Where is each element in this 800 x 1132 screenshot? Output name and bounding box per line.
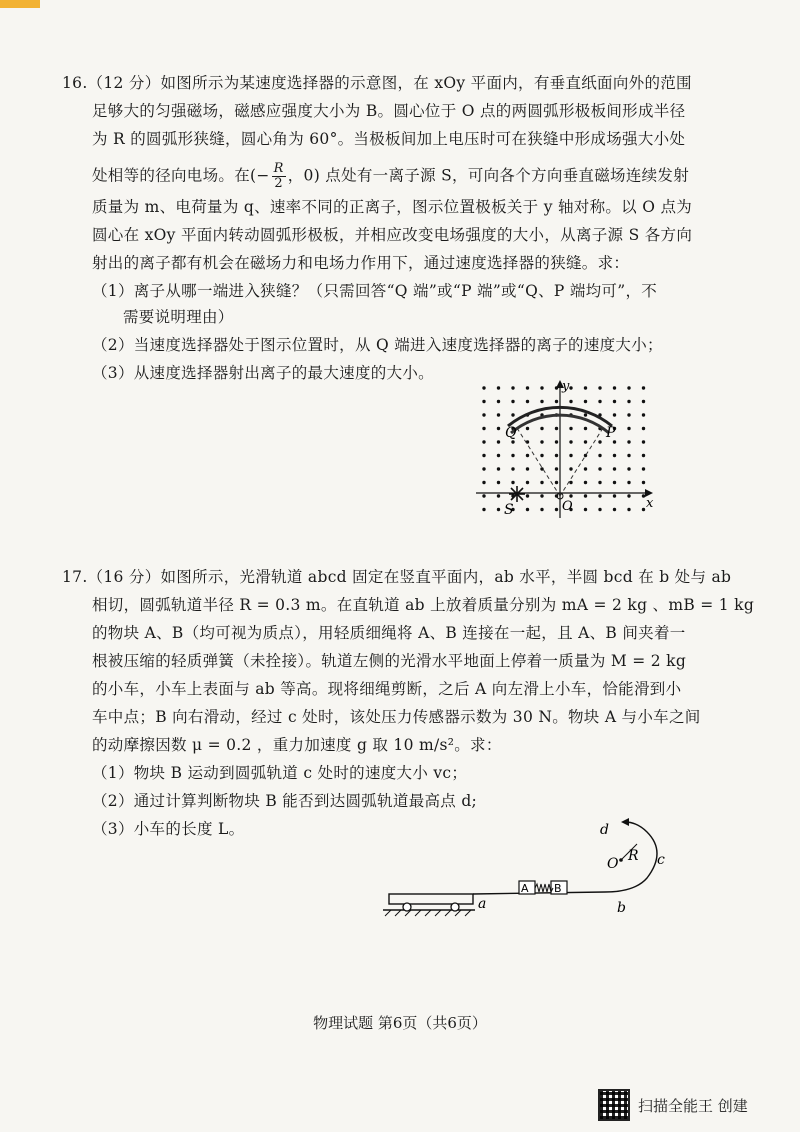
field-dot xyxy=(627,508,630,511)
field-dot xyxy=(511,454,514,457)
field-dot xyxy=(540,386,543,389)
field-dot xyxy=(482,400,485,403)
field-dot xyxy=(497,508,500,511)
field-dot xyxy=(569,494,572,497)
field-dot xyxy=(613,400,616,403)
field-dot xyxy=(497,454,500,457)
field-dot xyxy=(482,481,485,484)
field-dot xyxy=(526,494,529,497)
q16-line-6: 圆心在 xOy 平面内转动圆弧形极板，并相应改变电场强度的大小，从离子源 S 各方向 xyxy=(92,226,693,244)
field-dot xyxy=(584,467,587,470)
field-dot xyxy=(497,481,500,484)
dashed-radius-left xyxy=(517,428,560,496)
field-dot xyxy=(540,481,543,484)
field-dot xyxy=(497,467,500,470)
q17-sub-1: （1）物块 B 运动到圆弧轨道 c 处时的速度大小 vc； xyxy=(92,764,468,782)
field-dot xyxy=(482,440,485,443)
cart-body xyxy=(389,894,473,904)
page-footer: 物理试题 第6页（共6页） xyxy=(313,1014,487,1032)
scanner-badge xyxy=(598,1088,748,1122)
q17-line-1: 17.（16 分）如图所示，光滑轨道 abcd 固定在竖直平面内，ab 水平，半圆 bcd 在 b 处与 ab xyxy=(62,568,732,586)
field-dot xyxy=(627,467,630,470)
q17-line-6: 车中点；B 向右滑动，经过 c 处时，该处压力传感器示数为 30 N。物块 A 与小车之间 xyxy=(92,708,701,726)
field-dot xyxy=(540,427,543,430)
field-dot xyxy=(584,413,587,416)
field-dot xyxy=(511,467,514,470)
q16-line-3: 为 R 的圆弧形狭缝，圆心角为 60°。当极板间加上电压时可在狭缝中形成场强大小处 xyxy=(92,130,686,148)
label-P: P xyxy=(606,425,616,441)
q17-line-3: 的物块 A、B（均可视为质点），用轻质细绳将 A、B 连接在一起，且 A、B 间夹着一 xyxy=(92,624,686,642)
field-dot xyxy=(584,494,587,497)
field-dot xyxy=(627,494,630,497)
spring-icon xyxy=(535,884,553,892)
field-dot xyxy=(584,400,587,403)
q16-line-7: 射出的离子都有机会在磁场力和电场力作用下，通过速度选择器的狭缝。求： xyxy=(92,254,630,272)
field-dot xyxy=(555,400,558,403)
field-dot xyxy=(526,386,529,389)
field-dot xyxy=(526,467,529,470)
field-dot xyxy=(540,454,543,457)
field-dot xyxy=(482,508,485,511)
field-dot xyxy=(497,494,500,497)
cart-wheel-right xyxy=(451,903,459,911)
field-dot xyxy=(497,400,500,403)
field-dot xyxy=(511,400,514,403)
source-star-icon xyxy=(509,486,525,502)
field-dot xyxy=(540,508,543,511)
field-dot xyxy=(584,427,587,430)
label-Q: Q xyxy=(505,425,517,441)
label-y: y xyxy=(562,379,570,394)
field-dot xyxy=(642,494,645,497)
q17-line-5: 的小车，小车上表面与 ab 等高。现将细绳剪断，之后 A 向左滑上小车，恰能滑到小 xyxy=(92,680,682,698)
field-dot xyxy=(642,467,645,470)
q16-line-5: 质量为 m、电荷量为 q、速率不同的正离子，图示位置极板关于 y 轴对称。以 O 点为 xyxy=(92,198,693,216)
label-R: R xyxy=(628,848,639,864)
field-dot xyxy=(497,427,500,430)
label-A: A xyxy=(521,882,529,895)
field-dot xyxy=(642,454,645,457)
field-dot xyxy=(598,494,601,497)
field-dot xyxy=(627,400,630,403)
label-c: c xyxy=(657,852,665,868)
field-dot xyxy=(613,467,616,470)
track-end-icon xyxy=(621,818,629,826)
label-O: O xyxy=(562,499,573,514)
field-dot xyxy=(627,427,630,430)
label-x: x xyxy=(646,496,654,511)
field-dot xyxy=(613,413,616,416)
fraction-den: 2 xyxy=(274,176,283,191)
field-dot xyxy=(642,386,645,389)
field-dot xyxy=(569,400,572,403)
field-dot xyxy=(540,494,543,497)
field-dot xyxy=(569,427,572,430)
field-dot xyxy=(555,427,558,430)
label-b: b xyxy=(617,900,626,916)
field-dot xyxy=(627,413,630,416)
field-dot xyxy=(497,413,500,416)
field-dot xyxy=(613,508,616,511)
label-B: B xyxy=(554,882,562,895)
field-dot xyxy=(584,481,587,484)
field-dot xyxy=(540,440,543,443)
field-dot xyxy=(526,508,529,511)
fraction xyxy=(272,162,286,191)
track-figure xyxy=(375,812,675,927)
q16-sub-2: （2）当速度选择器处于图示位置时，从 Q 端进入速度选择器的离子的速度大小； xyxy=(92,336,663,354)
field-dot xyxy=(482,494,485,497)
fraction-num: R xyxy=(273,161,284,176)
label-S: S xyxy=(504,502,514,518)
velocity-selector-figure xyxy=(470,378,660,528)
q16-line-2: 足够大的匀强磁场，磁感应强度大小为 B。圆心位于 O 点的两圆弧形极板间形成半径 xyxy=(92,102,686,120)
field-dot xyxy=(569,440,572,443)
field-dot xyxy=(584,440,587,443)
field-dot xyxy=(555,467,558,470)
field-dot xyxy=(642,508,645,511)
field-dot xyxy=(598,481,601,484)
corner-tab xyxy=(0,0,40,8)
q17-line-7: 的动摩擦因数 μ = 0.2 ，重力加速度 g 取 10 m/s²。求： xyxy=(92,736,502,754)
label-a: a xyxy=(478,896,487,912)
field-dot xyxy=(627,454,630,457)
field-dot xyxy=(627,481,630,484)
q16-line-4b: ，0) 点处有一离子源 S，可向各个方向垂直磁场连续发射 xyxy=(287,166,690,185)
field-dot xyxy=(497,386,500,389)
ground-hatch xyxy=(385,910,471,916)
field-dot xyxy=(569,454,572,457)
field-dot xyxy=(482,386,485,389)
field-dot xyxy=(482,467,485,470)
field-dot xyxy=(613,481,616,484)
field-dot xyxy=(569,481,572,484)
field-dot xyxy=(482,454,485,457)
field-dot xyxy=(482,427,485,430)
field-dot xyxy=(555,508,558,511)
field-dot xyxy=(642,400,645,403)
field-dot xyxy=(642,440,645,443)
field-dot xyxy=(511,481,514,484)
field-dot xyxy=(613,494,616,497)
field-dot xyxy=(642,481,645,484)
field-dot xyxy=(482,413,485,416)
q16-line-1: 16.（12 分）如图所示为某速度选择器的示意图，在 xOy 平面内，有垂直纸面向外的范围 xyxy=(62,74,692,92)
field-dot xyxy=(555,454,558,457)
q17-sub-3: （3）小车的长度 L。 xyxy=(92,820,245,838)
field-dot xyxy=(613,386,616,389)
scanner-label: 扫描全能王 创建 xyxy=(638,1096,748,1115)
field-dot xyxy=(642,413,645,416)
field-dot xyxy=(613,454,616,457)
field-dot xyxy=(598,467,601,470)
field-dot xyxy=(584,508,587,511)
field-dot xyxy=(642,427,645,430)
dashed-radius-right xyxy=(560,428,603,496)
label-O: O xyxy=(607,856,619,872)
field-dot xyxy=(598,454,601,457)
q17-sub-2: （2）通过计算判断物块 B 能否到达圆弧轨道最高点 d; xyxy=(92,792,478,810)
field-dot xyxy=(569,386,572,389)
field-dot xyxy=(526,481,529,484)
field-dot xyxy=(511,386,514,389)
field-dot xyxy=(555,481,558,484)
field-dot xyxy=(526,400,529,403)
field-dot xyxy=(497,440,500,443)
field-dot xyxy=(598,440,601,443)
field-dot xyxy=(526,454,529,457)
field-dot xyxy=(627,440,630,443)
q16-sub-3: （3）从速度选择器射出离子的最大速度的大小。 xyxy=(92,364,434,382)
label-d: d xyxy=(600,822,609,838)
field-dot xyxy=(598,508,601,511)
field-dot xyxy=(526,427,529,430)
q17-line-4: 根被压缩的轻质弹簧（未拴接）。轨道左侧的光滑水平地面上停着一质量为 M = 2 kg xyxy=(92,652,687,670)
field-dot xyxy=(627,386,630,389)
q16-line-4 xyxy=(92,162,689,191)
q16-line-4a: 处相等的径向电场。在(− xyxy=(92,166,270,185)
q16-sub-1a: （1）离子从哪一端进入狭缝？（只需回答“Q 端”或“P 端”或“Q、P 端均可”，不 xyxy=(92,282,658,300)
field-dot xyxy=(598,400,601,403)
q17-line-2: 相切，圆弧轨道半径 R = 0.3 m。在直轨道 ab 上放着质量分别为 mA = 2 kg 、mB = 1 kg xyxy=(92,596,755,614)
field-dot xyxy=(511,413,514,416)
field-dot xyxy=(584,386,587,389)
field-dot xyxy=(540,400,543,403)
field-dot xyxy=(555,440,558,443)
field-dot xyxy=(569,467,572,470)
qr-code-icon xyxy=(598,1089,630,1121)
cart-wheel-left xyxy=(403,903,411,911)
field-dot xyxy=(598,386,601,389)
q16-sub-1b: 需要说明理由） xyxy=(123,308,234,326)
